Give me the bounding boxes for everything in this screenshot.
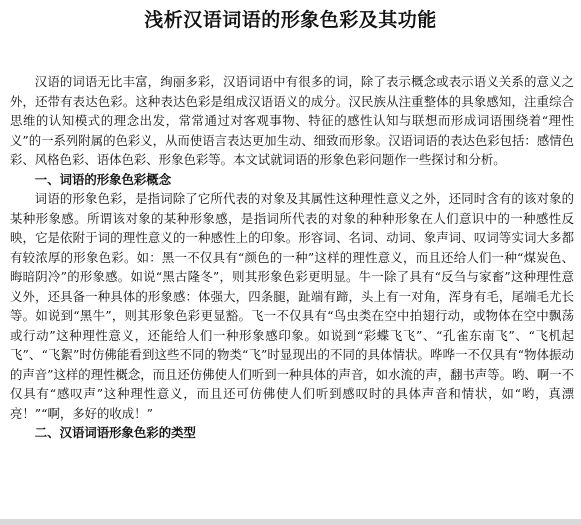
document-body [10, 72, 574, 443]
document-title: 浅析汉语词语的形象色彩及其功能 [144, 9, 437, 31]
section-1-heading: 一、词语的形象色彩概念 [34, 171, 172, 187]
section-1-paragraph: 词语的形象色彩，是指词除了它所代表的对象及其属性这种理性意义之外，还同时含有的该对象的某种形象感。所谓该对象的某种形象感，是指词所代表的对象的种种形象在人们意识中的一种感性反映，它是依附于词的理性意义的一种感性上的印象。形容词、名词、动词、象声词、叹词等实词大多都有较浓厚的形象色彩。如：黑一不仅具有“颜色的一种”这样的理性意义，而且还给人们一种“煤炭色、晦暗阴冷”的形象感。如说“黑古隆冬”，则其形象色彩更明显。牛一除了具有“反刍与家畜”这种理性意义外，还具备一种具体的形象感：体强大，四条腿，趾端有蹄，头上有一对角，浑身有毛，尾端毛尤长等。如说到“黑牛”，则其形象色彩更显豁。飞一不仅具有“鸟虫类在空中拍翅行动，或物体在空中飘荡或行动”这种理性意义，还能给人们一种形象感印象。如说到“彩蝶飞飞”、“孔雀东南飞”、“飞机起飞”、“飞絮”时仿佛能看到这些不同的物类“飞”时显现出的不同的具体情状。哗哗一不仅具有“物体振动的声音”这样的理性概念，而且还仿佛使人们听到一种具体的声音，如水流的声，翻书声等。哟、啊一不仅具有“感叹声”这种理性意义，而且还可仿佛使人们听到感叹时的具体声音和情状，如“哟，真漂亮！”“啊，多好的收成！” [10, 191, 574, 421]
bottom-divider [0, 519, 581, 525]
intro-paragraph: 汉语的词语无比丰富，绚丽多彩，汉语词语中有很多的词，除了表示概念或表示语义关系的意义之外，还带有表达色彩。这种表达色彩是组成汉语语义的成分。汉民族从注重整体的具象感知，注重综合思维的认知模式的理念出发，常常通过对客观事物、特征的感性认知与联想而形成词语围绕着“理性义”的一系列附属的色彩义，从而使语言表达更加生动、细致而形象。汉语词语的表达色彩包括：感情色彩、风格色彩、语体色彩、形象色彩等。本文试就词语的形象色彩问题作一些探讨和分析。 [10, 74, 574, 167]
section-2-heading: 二、汉语词语形象色彩的类型 [34, 425, 196, 440]
